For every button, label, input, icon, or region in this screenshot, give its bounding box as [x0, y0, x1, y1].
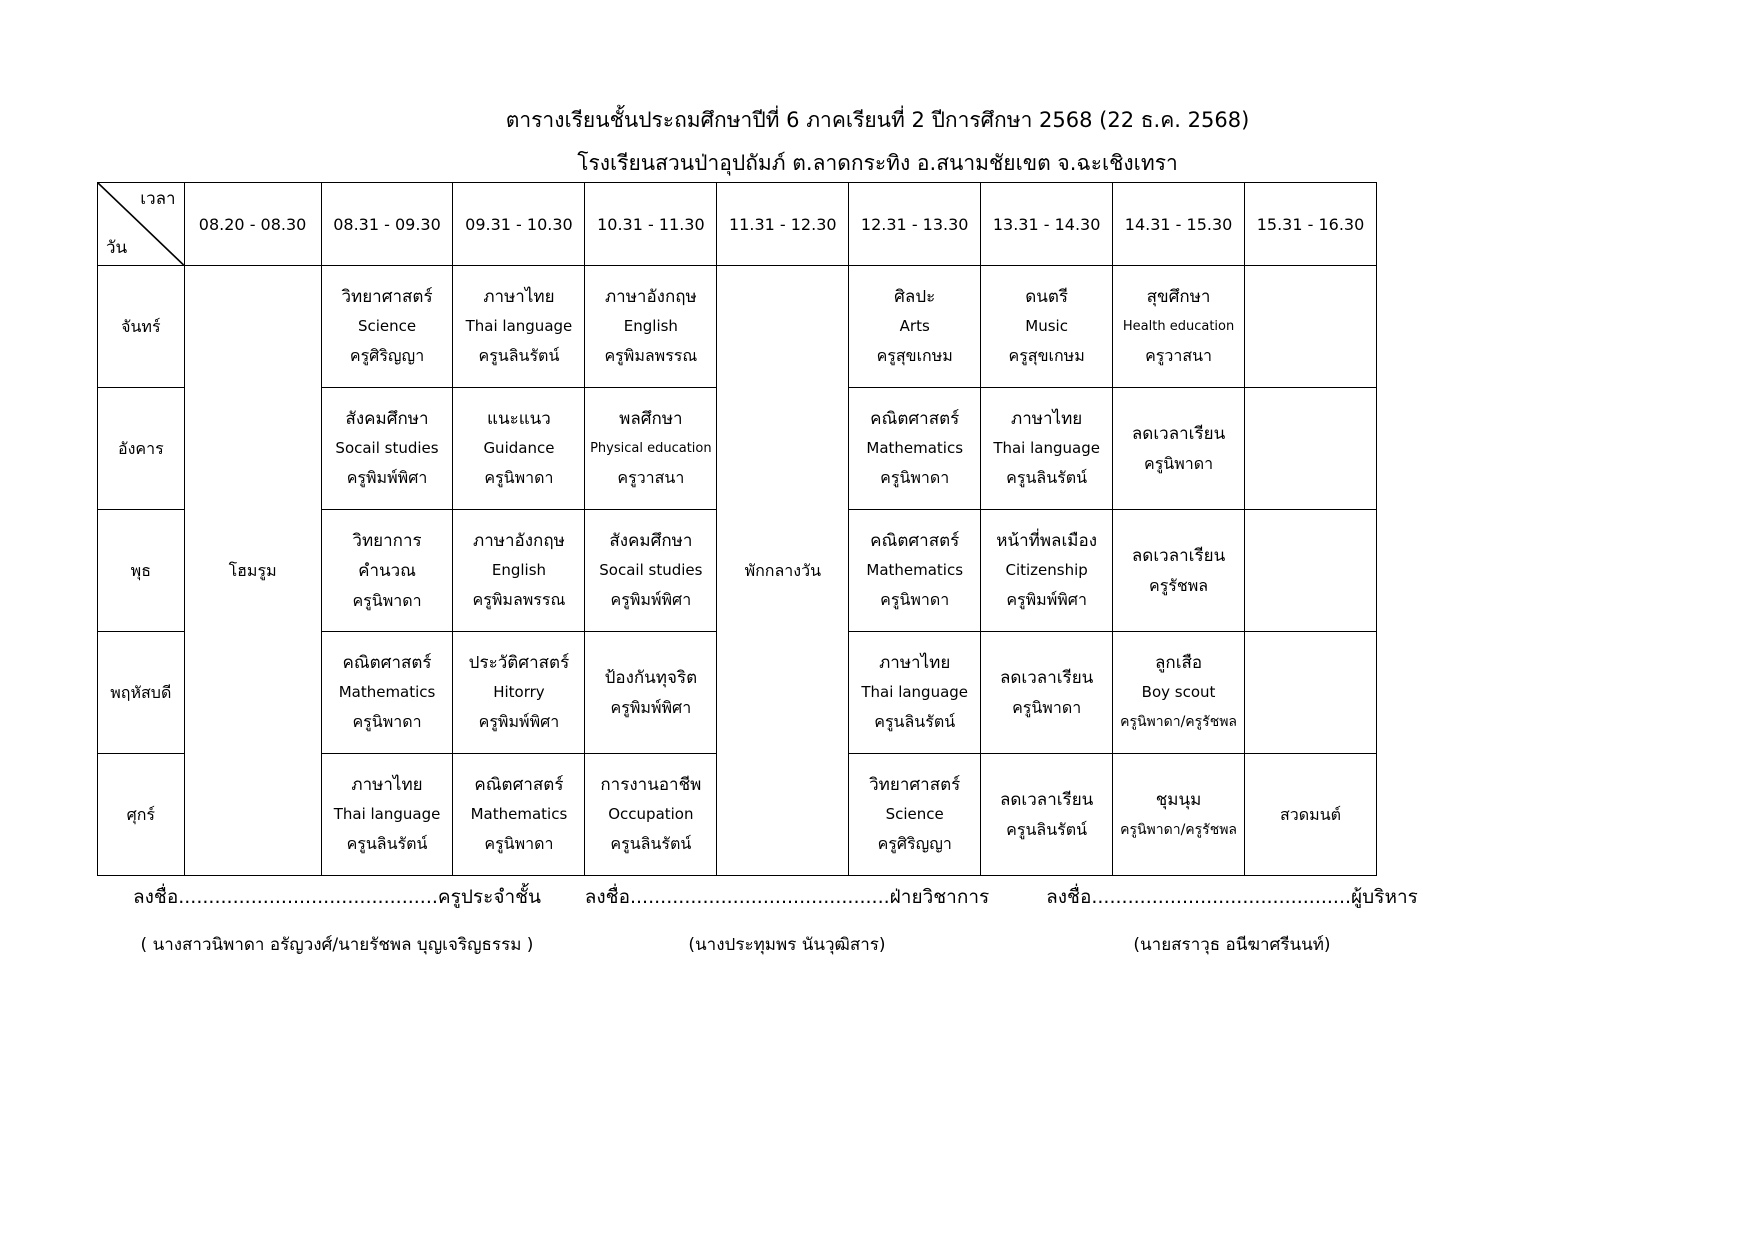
- subject-th: ภาษาอังกฤษ: [473, 531, 565, 551]
- school-name: โรงเรียนสวนป่าอุปถัมภ์ ต.ลาดกระทิง อ.สนามชัยเขต จ.ฉะเชิงเทรา: [577, 151, 1178, 175]
- subject-th: ภาษาไทย: [1011, 409, 1083, 429]
- teacher-name: ครูนิพาดา/ครูรัชพล: [1120, 714, 1238, 730]
- subject-en: Mathematics: [866, 439, 964, 457]
- subject-cell: [453, 510, 585, 632]
- teacher-name: ครูนิพาดา/ครูรัชพล: [1120, 821, 1238, 838]
- class-schedule-table: [97, 182, 1377, 876]
- teacher-name: ครูนิพาดา: [484, 468, 554, 487]
- period-header-3: 10.31 - 11.30: [585, 183, 717, 266]
- subject-cell: [849, 632, 981, 754]
- subject-cell: [585, 266, 717, 388]
- subject-cell: [585, 754, 717, 876]
- signature-name-teacher: ( นางสาวนิพาดา อรัญวงศ์/นายรัชพล บุญเจริญธรรม ): [140, 935, 534, 955]
- subject-en: Mathematics: [338, 683, 436, 701]
- signature-block-academic: [577, 880, 997, 962]
- document-header: [0, 105, 1755, 178]
- subject-en: Arts: [899, 317, 930, 335]
- period-header-7: 14.31 - 15.30: [1113, 183, 1245, 266]
- subject-cell: [981, 510, 1113, 632]
- day-name-0: จันทร์: [98, 266, 185, 388]
- teacher-name: ครูวาสนา: [1145, 346, 1213, 365]
- subject-cell: [849, 266, 981, 388]
- subject-th: ลดเวลาเรียน: [999, 667, 1094, 688]
- teacher-name: ครูพิมพ์พิศา: [346, 468, 428, 487]
- subject-cell: [981, 266, 1113, 388]
- subject-en: Citizenship: [1005, 561, 1088, 579]
- subject-cell: [981, 388, 1113, 510]
- teacher-name: ครูนิพาดา: [352, 590, 422, 610]
- teacher-name: ครูพิมพ์พิศา: [478, 712, 560, 731]
- subject-cell: [321, 510, 453, 632]
- subject-cell: [321, 754, 453, 876]
- subject-th: พลศึกษา: [619, 409, 683, 429]
- period-header-8: 15.31 - 16.30: [1245, 183, 1377, 266]
- subject-cell: [321, 632, 453, 754]
- subject-en: Thai language: [993, 439, 1100, 457]
- period-header-5: 12.31 - 13.30: [849, 183, 981, 266]
- teacher-name: ครูนิพาดา: [1143, 453, 1214, 473]
- subject-th: การงานอาชีพ: [600, 775, 702, 795]
- corner-day-label: วัน: [106, 238, 128, 258]
- subject-th: ศิลปะ: [894, 287, 936, 307]
- subject-th: ป้องกันทุจริต: [604, 667, 698, 688]
- period-header-0: 08.20 - 08.30: [184, 183, 321, 266]
- period-header-1: 08.31 - 09.30: [321, 183, 453, 266]
- subject-cell: [1113, 754, 1245, 876]
- subject-cell: [981, 632, 1113, 754]
- subject-th: ลูกเสือ: [1155, 653, 1203, 673]
- subject-cell: [849, 754, 981, 876]
- subject-cell: [1113, 632, 1245, 754]
- signature-block-director: [997, 880, 1467, 962]
- subject-en: Thai language: [465, 317, 573, 335]
- subject-cell: [585, 510, 717, 632]
- teacher-name: ครูวาสนา: [617, 468, 685, 487]
- teacher-name: ครูนิพาดา: [1012, 697, 1082, 717]
- teacher-name: ครูรัชพล: [1149, 575, 1209, 595]
- teacher-name: ครูศิริญญา: [349, 346, 425, 365]
- subject-th: หน้าที่พลเมือง: [996, 531, 1097, 551]
- day-name-3: พฤหัสบดี: [98, 632, 185, 754]
- subject-en: Science: [357, 317, 417, 335]
- subject-en: Health education: [1122, 319, 1235, 334]
- subject-th: วิทยาศาสตร์: [341, 287, 433, 307]
- subject-en: English: [623, 317, 678, 335]
- subject-th: ประวัติศาสตร์: [468, 653, 570, 673]
- subject-th: วิทยาศาสตร์: [869, 775, 961, 795]
- subject-th: วิทยาการคำนวณ: [352, 530, 422, 581]
- signature-section: [97, 880, 1517, 962]
- subject-cell: [849, 388, 981, 510]
- subject-cell: [1113, 510, 1245, 632]
- subject-en: Music: [1025, 317, 1068, 335]
- page-title: ตารางเรียนชั้นประถมศึกษาปีที่ 6 ภาคเรียนที่ 2 ปีการศึกษา 2568 (22 ธ.ค. 2568): [505, 108, 1250, 132]
- subject-th: ภาษาไทย: [879, 653, 951, 673]
- empty-cell: [1245, 388, 1377, 510]
- subject-en: Thai language: [861, 683, 969, 701]
- subject-en: English: [491, 561, 547, 579]
- subject-cell: [321, 388, 453, 510]
- subject-en: Science: [885, 805, 944, 823]
- subject-th: ลดเวลาเรียน: [1131, 423, 1226, 444]
- teacher-name: ครูนิพาดา: [880, 468, 950, 487]
- corner-time-label: เวลา: [140, 189, 176, 209]
- teacher-name: ครูนลินรัตน์: [1006, 468, 1088, 487]
- subject-th: ภาษาไทย: [483, 287, 555, 307]
- teacher-name: ครูพิมพ์พิศา: [1006, 590, 1087, 609]
- teacher-name: ครูนลินรัตน์: [478, 346, 560, 365]
- period-header-4: 11.31 - 12.30: [717, 183, 849, 266]
- subject-th: ดนตรี: [1025, 287, 1069, 307]
- subject-th: คณิตศาสตร์: [870, 409, 960, 429]
- subject-th: แนะแนว: [487, 409, 551, 429]
- subject-cell: [453, 388, 585, 510]
- subject-en: Socail studies: [335, 439, 439, 457]
- subject-th: คณิตศาสตร์: [474, 775, 564, 795]
- subject-en: Thai language: [333, 805, 441, 823]
- subject-th: ภาษาอังกฤษ: [604, 287, 697, 307]
- teacher-name: ครูพิมพ์พิศา: [610, 697, 692, 717]
- period-header-2: 09.31 - 10.30: [453, 183, 585, 266]
- teacher-name: ครูนลินรัตน์: [610, 834, 692, 853]
- corner-cell: [98, 183, 185, 266]
- table-row: [98, 266, 1377, 388]
- subject-en: Physical education: [590, 441, 712, 456]
- subject-th: ลดเวลาเรียน: [999, 789, 1094, 810]
- empty-cell: [1245, 510, 1377, 632]
- signature-line-director: ลงชื่อ...........................................ผู้บริหาร: [1046, 886, 1418, 908]
- subject-th: คณิตศาสตร์: [342, 653, 432, 673]
- subject-cell: [1113, 266, 1245, 388]
- lunch-break-cell: พักกลางวัน: [717, 266, 849, 876]
- subject-en: Hitorry: [493, 683, 545, 701]
- signature-line-academic: ลงชื่อ...........................................ฝ่ายวิชาการ: [584, 886, 990, 908]
- day-name-1: อังคาร: [98, 388, 185, 510]
- period-header-6: 13.31 - 14.30: [981, 183, 1113, 266]
- subject-en: Occupation: [608, 805, 694, 823]
- subject-th: สังคมศึกษา: [609, 531, 693, 551]
- day-name-2: พุธ: [98, 510, 185, 632]
- subject-cell: [849, 510, 981, 632]
- signature-name-director: (นายสราวุธ อนีฆาศรีนนท์): [1133, 935, 1331, 955]
- subject-en: Mathematics: [866, 561, 964, 579]
- teacher-name: ครูนิพาดา: [484, 834, 554, 853]
- signature-lines-row: [97, 880, 1517, 962]
- teacher-name: ครูสุขเกษม: [876, 346, 953, 365]
- subject-cell: [585, 632, 717, 754]
- signature-name-academic: (นางประทุมพร นันวุฒิสาร): [688, 935, 886, 955]
- day-name-4: ศุกร์: [98, 754, 185, 876]
- teacher-name: ครูสุขเกษม: [1008, 346, 1085, 365]
- subject-en: Guidance: [483, 439, 555, 457]
- teacher-name: ครูนลินรัตน์: [874, 712, 956, 731]
- subject-en: Boy scout: [1141, 683, 1216, 701]
- subject-th: สังคมศึกษา: [345, 409, 429, 429]
- subject-en: Mathematics: [470, 805, 568, 823]
- subject-th: สุขศึกษา: [1146, 287, 1211, 307]
- subject-th: คณิตศาสตร์: [870, 531, 960, 551]
- subject-cell: [453, 632, 585, 754]
- teacher-name: ครูนิพาดา: [880, 590, 950, 609]
- homeroom-cell: โฮมรูม: [184, 266, 321, 876]
- subject-th: ภาษาไทย: [351, 775, 423, 795]
- subject-cell: [981, 754, 1113, 876]
- signature-line-teacher: ลงชื่อ...........................................ครูประจำชั้น: [133, 886, 541, 908]
- empty-cell: [1245, 632, 1377, 754]
- subject-cell: [321, 266, 453, 388]
- table-header-row: [98, 183, 1377, 266]
- subject-cell: [1113, 388, 1245, 510]
- teacher-name: ครูนิพาดา: [352, 712, 422, 731]
- subject-th: ลดเวลาเรียน: [1131, 545, 1226, 566]
- subject-cell: [585, 388, 717, 510]
- teacher-name: ครูพิมพ์พิศา: [610, 590, 692, 609]
- teacher-name: ครูนลินรัตน์: [1006, 819, 1088, 839]
- closing-activity-cell: สวดมนต์: [1245, 754, 1377, 876]
- teacher-name: ครูศิริญญา: [877, 834, 952, 853]
- teacher-name: ครูพิมลพรรณ: [604, 346, 698, 365]
- subject-th: ชุมนุม: [1155, 789, 1202, 810]
- subject-cell: [453, 266, 585, 388]
- empty-cell: [1245, 266, 1377, 388]
- subject-en: Socail studies: [599, 561, 703, 579]
- teacher-name: ครูนลินรัตน์: [346, 834, 428, 853]
- subject-cell: [453, 754, 585, 876]
- teacher-name: ครูพิมลพรรณ: [472, 590, 566, 609]
- signature-block-teacher: [97, 880, 577, 962]
